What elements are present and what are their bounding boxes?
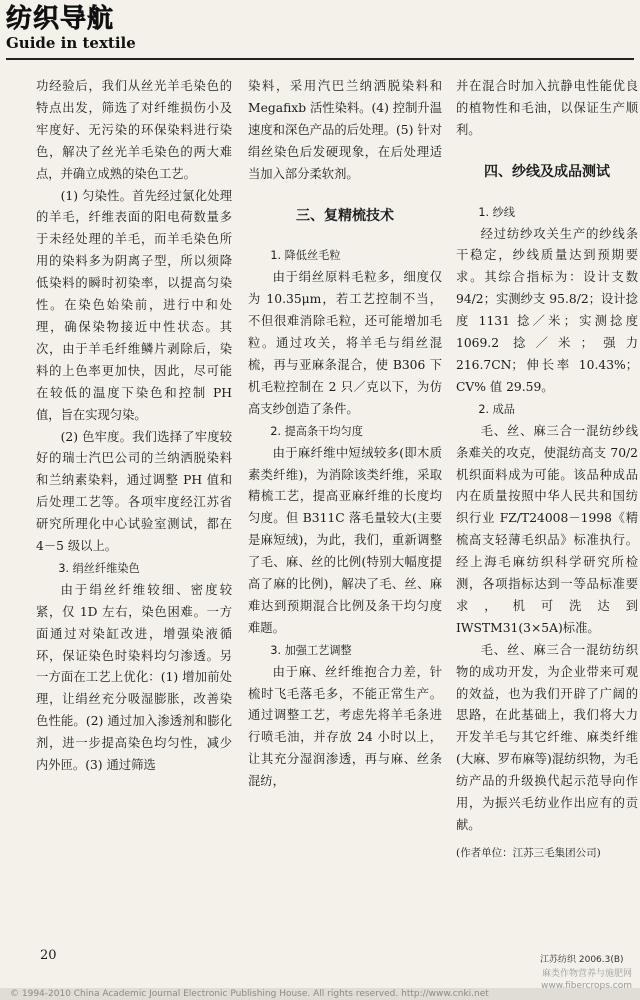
masthead-title-cn: 纺织导航 [6, 4, 115, 34]
paragraph: 并在混合时加入抗静电性能优良的植物性和毛油，以保证生产顺利。 [456, 79, 638, 137]
subheading: 2. 提高条干均匀度 [270, 424, 363, 438]
column-2 [248, 76, 442, 793]
subheading: 1. 纱线 [478, 205, 515, 219]
watermark-text: 麻类作物营养与施肥网 [541, 969, 632, 979]
subheading: 2. 成品 [478, 402, 515, 416]
paragraph: 由于绢丝纤维较细、密度较紧，仅 1D 左右，染色困难。一方面通过对染缸改进，增强染液循环，保证染色时染料均匀渗透。另一方面在工艺上优化：(1) 增加前处理，让绢丝充分吸湿膨胀，改善染色性能。(2) 通过加入渗透剂和膨化剂，进一步提高染色均匀性，减少内外匝。(3) 通过筛选 [36, 582, 232, 773]
paragraph: (1) 匀染性。首先经过氯化处理的羊毛，纤维表面的阳电荷数量多于未经处理的羊毛，而羊毛染色所用的染料多为阴离子型，所以须降低染料的瞬时初染率，以提高匀染性。在染色始染前，进行中和处理，确保染物接近中性状态。其次，由于羊毛纤维鳞片剥除后，染料的上色率更加快，因此，尽可能在较低的温度下染色和控制 PH 值，旨在实现匀染。 [36, 188, 232, 422]
journal-logo: 江苏纺织 2006.3(B) [540, 955, 624, 965]
subheading: 3. 加强工艺调整 [270, 643, 352, 657]
subheading: 1. 降低丝毛粒 [270, 249, 341, 263]
paragraph: 由于麻、丝纤维抱合力差，针梳时飞毛落毛多，不能正常生产。通过调整工艺，考虑先将羊毛条进行喷毛油，并存放 24 小时以上，让其充分湿润渗透，再与麻、丝条混纺， [248, 664, 442, 789]
author-affiliation: (作者单位：江苏三毛集团公司) [456, 846, 601, 859]
paragraph: 由于绢丝原料毛粒多，细度仅为 10.35μm，若工艺控制不当，不但很难消除毛粒，还可能增加毛粒。通过攻关，将羊毛与绢丝混梳，再与亚麻条混合，使 B306 下机毛粒控制在 2 只／克以下，为仿高支纱创造了条件。 [248, 270, 442, 416]
header-rule [6, 58, 634, 60]
masthead [6, 4, 156, 52]
paragraph: 由于麻纤维中短绒较多(即木质素类纤维)，为消除该类纤维，采取精梳工艺，提高亚麻纤维的长度均匀度。但 B311C 落毛量较大(主要是麻短绒)，为此，我们，重新调整了毛、麻、丝的比例(特别大幅度提高了麻的比例)，解决了毛、丝、麻难达到预期混合比例及条干均匀度难题。 [248, 445, 442, 635]
copyright-notice: © 1994-2010 China Academic Journal Electronic Publishing House. All rights reserved. http://www.cnki.net [10, 989, 489, 999]
paragraph: 毛、丝、麻三合一混纺纱线条难关的攻克，使混纺高支 70/2 机织面料成为可能。该品种成品内在质量按照中华人民共和国纺织行业 FZ/T24008－1998《精梳高支轻薄毛织品》标准执行。经上海毛麻纺织科学研究所检测，各项指标达到一等品标准要求，机可洗达到 IWSTM31(3×5A)标准。 [456, 423, 638, 635]
paragraph: 染料，采用汽巴兰纳洒脱染料和 Megafixb 活性染料。(4) 控制升温速度和深色产品的后处理。(5) 针对绢丝染色后发硬现象，在后处理适当加入部分柔软剂。 [248, 79, 442, 181]
paragraph: 毛、丝、麻三合一混纺纺织物的成功开发，为企业带来可观的效益，也为我们开辟了广阔的思路，在此基础上，我们将大力开发羊毛与其它纤维、麻类纤维(大麻、罗布麻等)混纺织物，为毛纺产品的升级换代起示范导向作用，为振兴毛纺业作出应有的贡献。 [456, 642, 638, 832]
watermark-url: www.fibercrops.com [541, 981, 632, 991]
paragraph: 功经验后，我们从丝光羊毛染色的特点出发，筛选了对纤维损伤小及牢度好、无污染的环保染料进行染色，解决了丝光羊毛染色的两大难点，并确立成熟的染色工艺。 [36, 79, 232, 181]
section-heading: 三、复精梳技术 [296, 207, 394, 224]
paragraph: 经过纺纱攻关生产的纱线条干稳定，纱线质量达到预期要求。其综合指标为：设计支数 94/2；实测纱支 95.8/2；设计捻度 1131 捻／米；实测捻度 1069.2 捻／米；强力 216.7CN；伸长率 10.43%；CV% 值 29.59。 [456, 226, 638, 394]
column-3 [456, 76, 638, 865]
section-heading: 四、纱线及成品测试 [484, 163, 610, 180]
masthead-title-en: Guide in textile [6, 34, 136, 52]
watermark [541, 968, 632, 992]
subheading: 3. 绢丝纤维染色 [58, 561, 140, 575]
paragraph: (2) 色牢度。我们选择了牢度较好的瑞士汽巴公司的兰纳洒脱染料和兰纳素染料，通过调整 PH 值和后处理工艺等。各项牢度经江苏省研究所理化中心试验室测试，都在 4－5 级以上。 [36, 429, 232, 554]
page-number: 20 [40, 948, 57, 963]
column-1 [36, 76, 232, 777]
